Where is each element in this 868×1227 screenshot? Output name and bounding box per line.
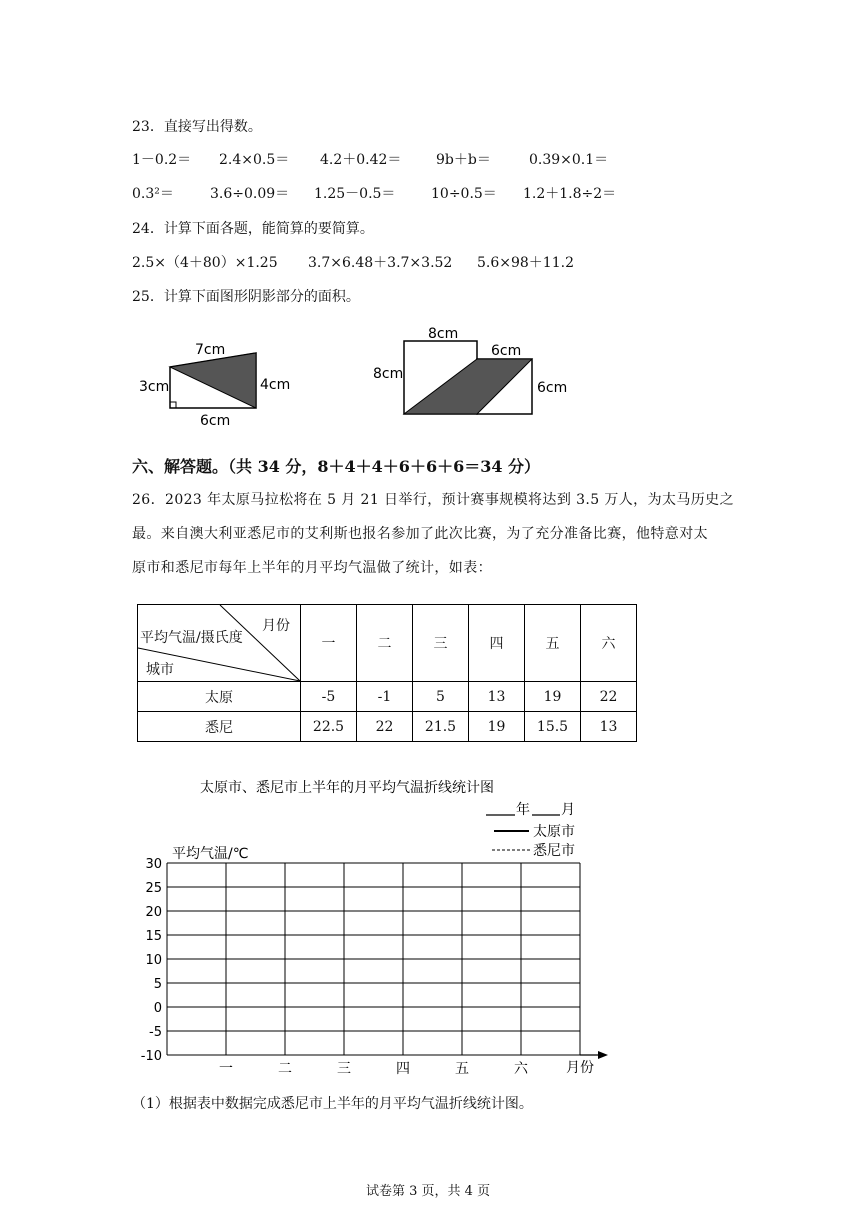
q25-figures	[130, 320, 610, 430]
date-year: 年	[516, 802, 530, 818]
value-cell: 15.5	[525, 712, 581, 742]
fig1-right-label: 4cm	[260, 377, 291, 393]
value-cell: 5	[413, 682, 469, 712]
q26-line: 最。来自澳大利亚悉尼市的艾利斯也报名参加了此次比赛，为了充分准备比赛，他特意对太	[132, 526, 708, 542]
y-tick-label: 0	[153, 1001, 162, 1016]
fig2-mid-label: 6cm	[491, 343, 522, 359]
q25-title: 25．计算下面图形阴影部分的面积。	[132, 289, 360, 305]
date-month: 月	[561, 802, 575, 818]
q24-expr: 5.6×98＋11.2	[477, 255, 574, 271]
q26-sub1: （1）根据表中数据完成悉尼市上半年的月平均气温折线统计图。	[132, 1096, 533, 1112]
q26-line: 26．2023 年太原马拉松将在 5 月 21 日举行，预计赛事规模将达到 3.5 万人，为太马历史之	[132, 492, 734, 508]
month-header: 一	[301, 605, 357, 682]
y-tick-labels	[141, 857, 162, 1064]
q23-expr: 2.4×0.5＝	[219, 152, 290, 168]
fig1-bottom-label: 6cm	[200, 413, 231, 429]
table-row	[138, 682, 637, 712]
y-tick-label: 30	[145, 857, 162, 872]
value-cell: 22.5	[301, 712, 357, 742]
figure-2-composite	[373, 326, 567, 414]
fig1-top-label: 7cm	[195, 342, 226, 358]
legend	[492, 823, 575, 859]
month-header: 五	[525, 605, 581, 682]
figure-1-trapezoid	[139, 342, 290, 429]
y-tick-label: 20	[145, 905, 162, 920]
legend-label: 太原市	[533, 824, 575, 840]
table-row	[138, 712, 637, 742]
line-chart	[120, 770, 620, 1080]
x-tick-label: 六	[514, 1061, 528, 1077]
q23-expr: 1.25－0.5＝	[314, 186, 396, 202]
chart-title: 太原市、悉尼市上半年的月平均气温折线统计图	[200, 780, 494, 796]
q23-expr: 0.3²＝	[132, 186, 174, 202]
value-cell: -5	[301, 682, 357, 712]
month-header: 六	[581, 605, 637, 682]
x-tick-label: 一	[219, 1061, 233, 1077]
q23-expr: 3.6÷0.09＝	[210, 186, 290, 202]
q23-title: 23．直接写出得数。	[132, 119, 262, 135]
fig2-right-label: 6cm	[537, 380, 568, 396]
x-axis-arrow	[598, 1051, 608, 1059]
value-cell: 22	[581, 682, 637, 712]
q23-expr: 1.2＋1.8÷2＝	[523, 186, 617, 202]
fig2-left-label: 8cm	[373, 366, 404, 382]
value-cell: 19	[525, 682, 581, 712]
legend-label: 悉尼市	[533, 843, 575, 859]
month-header: 二	[357, 605, 413, 682]
fig1-left-label: 3cm	[139, 379, 170, 395]
q23-expr: 0.39×0.1＝	[529, 152, 609, 168]
page-footer: 试卷第 3 页，共 4 页	[366, 1184, 491, 1199]
q24-expr: 3.7×6.48＋3.7×3.52	[308, 255, 453, 271]
month-header: 三	[413, 605, 469, 682]
x-tick-label: 四	[396, 1061, 410, 1077]
y-axis-label: 平均气温/℃	[172, 846, 249, 862]
date-line	[486, 801, 575, 818]
header-city: 城市	[146, 662, 174, 678]
month-header: 四	[469, 605, 525, 682]
y-tick-label: 5	[153, 977, 162, 992]
value-cell: 13	[581, 712, 637, 742]
header-temp: 平均气温/摄氏度	[140, 630, 243, 646]
section-title: 六、解答题。（共 34 分，8＋4＋4＋6＋6＋6＝34 分）	[132, 457, 541, 476]
value-cell: 22	[357, 712, 413, 742]
value-cell: -1	[357, 682, 413, 712]
value-cell: 21.5	[413, 712, 469, 742]
table-diagonal-header	[138, 605, 301, 682]
x-tick-labels	[219, 1061, 529, 1077]
x-tick-label: 五	[455, 1061, 469, 1077]
city-cell: 悉尼	[138, 712, 301, 742]
value-cell: 13	[469, 682, 525, 712]
q23-expr: 9b＋b＝	[436, 152, 491, 168]
q23-expr: 1－0.2＝	[132, 152, 192, 168]
temperature-table	[137, 604, 637, 742]
city-cell: 太原	[138, 682, 301, 712]
y-tick-label: 25	[145, 881, 162, 896]
q23-expr: 4.2＋0.42＝	[320, 152, 402, 168]
q26-line: 原市和悉尼市每年上半年的月平均气温做了统计，如表：	[132, 560, 492, 576]
fig2-top-label: 8cm	[428, 326, 459, 342]
y-tick-label: 15	[145, 929, 162, 944]
header-month: 月份	[262, 618, 290, 634]
y-tick-label: -10	[140, 1049, 162, 1064]
value-cell: 19	[469, 712, 525, 742]
y-tick-label: 10	[145, 953, 162, 968]
q23-expr: 10÷0.5＝	[431, 186, 497, 202]
x-tick-label: 二	[278, 1061, 292, 1077]
x-tick-label: 三	[337, 1061, 351, 1077]
q24-expr: 2.5×（4＋80）×1.25	[132, 255, 278, 271]
x-axis-label: 月份	[566, 1060, 594, 1076]
q24-title: 24．计算下面各题，能简算的要简算。	[132, 221, 374, 237]
y-tick-label: -5	[149, 1025, 162, 1040]
chart-grid	[167, 863, 608, 1059]
